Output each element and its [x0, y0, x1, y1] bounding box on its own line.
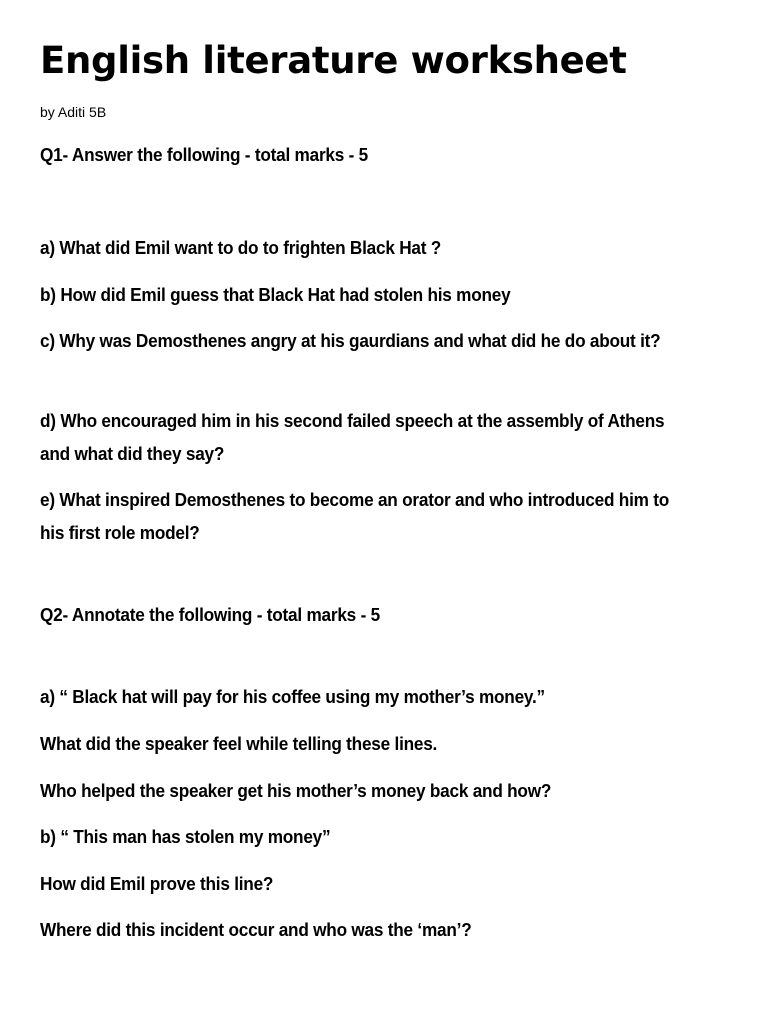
- q2-item-a-question-1: What did the speaker feel while telling these lines.: [40, 733, 438, 754]
- q1-item-c: c) Why was Demosthenes angry at his gaurdians and what did he do about it?: [40, 330, 661, 351]
- q1-heading: Q1- Answer the following - total marks - 5: [40, 144, 369, 165]
- q1-item-d: d) Who encouraged him in his second failed speech at the assembly of Athens and what did they say?: [40, 410, 665, 464]
- q2-item-b-question-2: Where did this incident occur and who was the ‘man’?: [40, 919, 472, 940]
- q2-heading: Q2- Annotate the following - total marks - 5: [40, 604, 380, 625]
- q1-item-a: a) What did Emil want to do to frighten Black Hat ?: [40, 237, 442, 258]
- q2-item-a-question-2: Who helped the speaker get his mother’s money back and how?: [40, 780, 552, 801]
- worksheet-title: English literature worksheet: [40, 39, 627, 82]
- author-byline: by Aditi 5B: [40, 104, 107, 120]
- q2-item-a: a) “ Black hat will pay for his coffee using my mother’s money.”: [40, 686, 545, 707]
- q1-item-b: b) How did Emil guess that Black Hat had stolen his money: [40, 284, 511, 305]
- q2-item-b-question-1: How did Emil prove this line?: [40, 873, 274, 894]
- q1-item-e: e) What inspired Demosthenes to become an orator and who introduced him to his first role model?: [40, 489, 669, 543]
- q2-item-b: b) “ This man has stolen my money”: [40, 826, 331, 847]
